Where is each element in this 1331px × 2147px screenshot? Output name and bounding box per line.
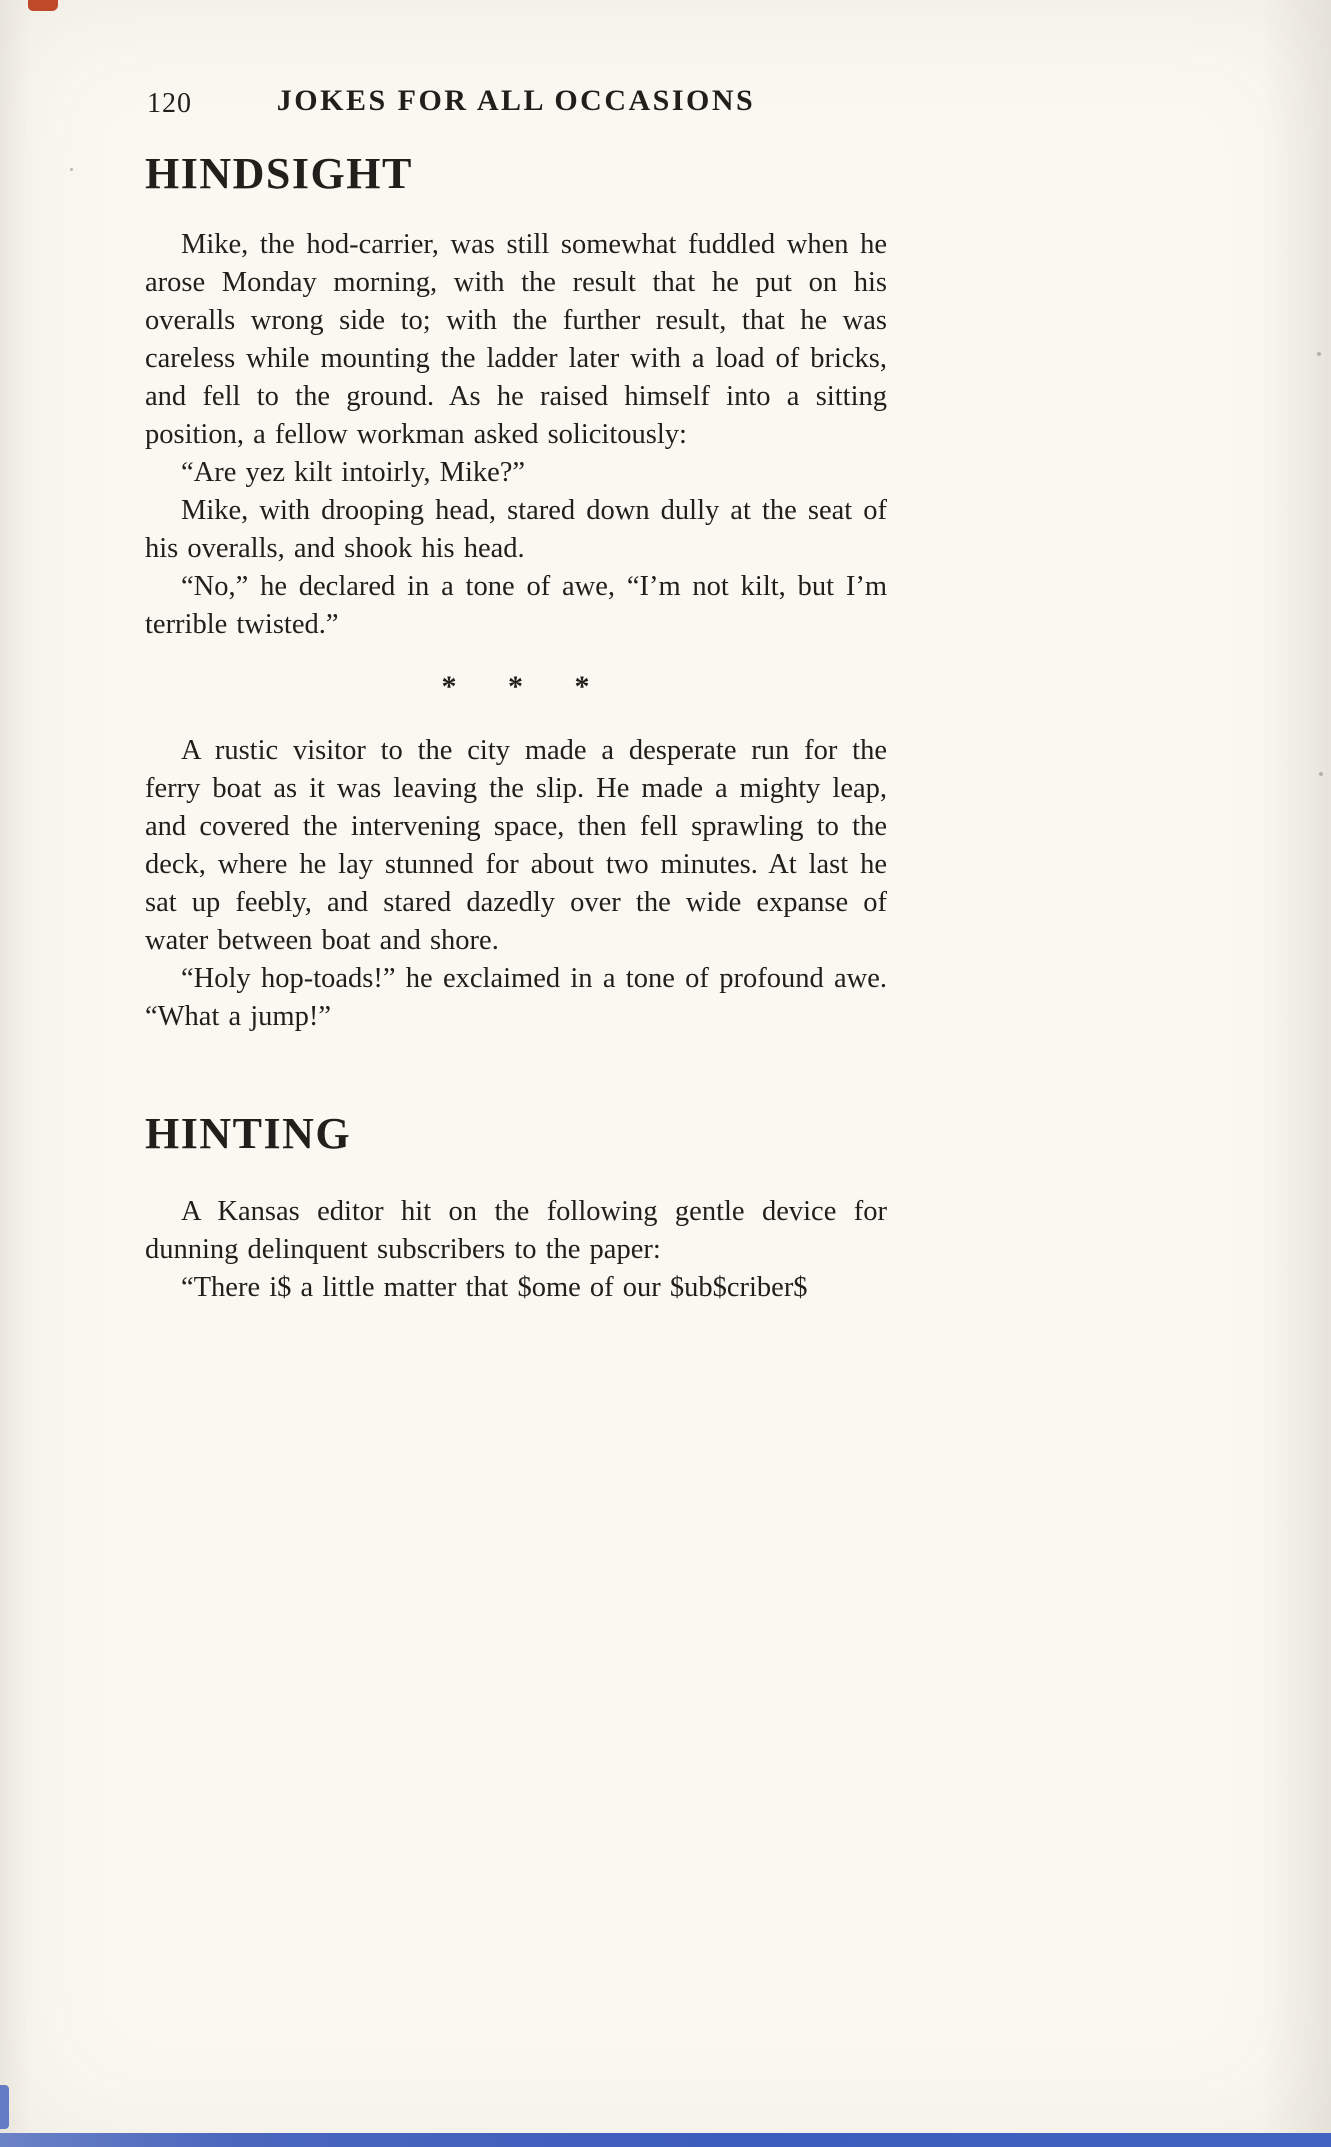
page-header (145, 82, 887, 126)
scan-speck (1317, 352, 1321, 356)
paragraph-hindsight-1: Mike, the hod-carrier, was still somewhat fuddled when he arose Monday morning, with the result that he put on his overalls wrong side to; with the further result, that he was careless while mounting the ladder later with a load of bricks, and fell to the ground. As he raised himself into a sitting position, a fellow workman asked solicitously: (145, 229, 887, 451)
scan-artifact-blue-mark (0, 2085, 9, 2129)
scan-speck (1319, 772, 1323, 776)
scan-edge-shading-left (0, 0, 30, 2147)
page-number: 120 (147, 88, 192, 119)
section-heading-hindsight: HINDSIGHT (145, 149, 413, 198)
section-heading-hinting: HINTING (145, 1109, 352, 1159)
paragraph-hinting-1: A Kansas editor hit on the following gentle device for dunning delinquent subscribers to the paper: (145, 1195, 887, 1265)
scan-edge-shading-right (1261, 0, 1331, 2147)
running-title: JOKES FOR ALL OCCASIONS (276, 84, 756, 117)
asterisk-separator: * * * (441, 670, 591, 704)
scan-speck (70, 168, 73, 171)
paragraph-hinting-2: “There i$ a little matter that $ome of our $ub$criber$ (181, 1271, 808, 1303)
paragraph-hindsight-4: “No,” he declared in a tone of awe, “I’m not kilt, but I’m terrible twisted.” (145, 571, 887, 641)
paragraph-hindsight-3: Mike, with drooping head, stared down dully at the seat of his overalls, and shook his head. (145, 495, 887, 565)
paragraph-hindsight-5: A rustic visitor to the city made a desperate run for the ferry boat as it was leaving the slip. He made a mighty leap, and covered the intervening space, then fell sprawling to the deck, where he lay stunned for about two minutes. At last he sat up feebly, and stared dazedly over the wide expanse of water between boat and shore. (145, 735, 887, 957)
page-content (145, 82, 887, 1307)
paragraph-hindsight-6: “Holy hop-toads!” he exclaimed in a tone of profound awe. “What a jump!” (145, 963, 887, 1033)
scan-artifact-red-mark (28, 0, 58, 11)
scan-artifact-blue-strip (0, 2133, 1331, 2147)
paragraph-hindsight-2: “Are yez kilt intoirly, Mike?” (181, 457, 526, 489)
